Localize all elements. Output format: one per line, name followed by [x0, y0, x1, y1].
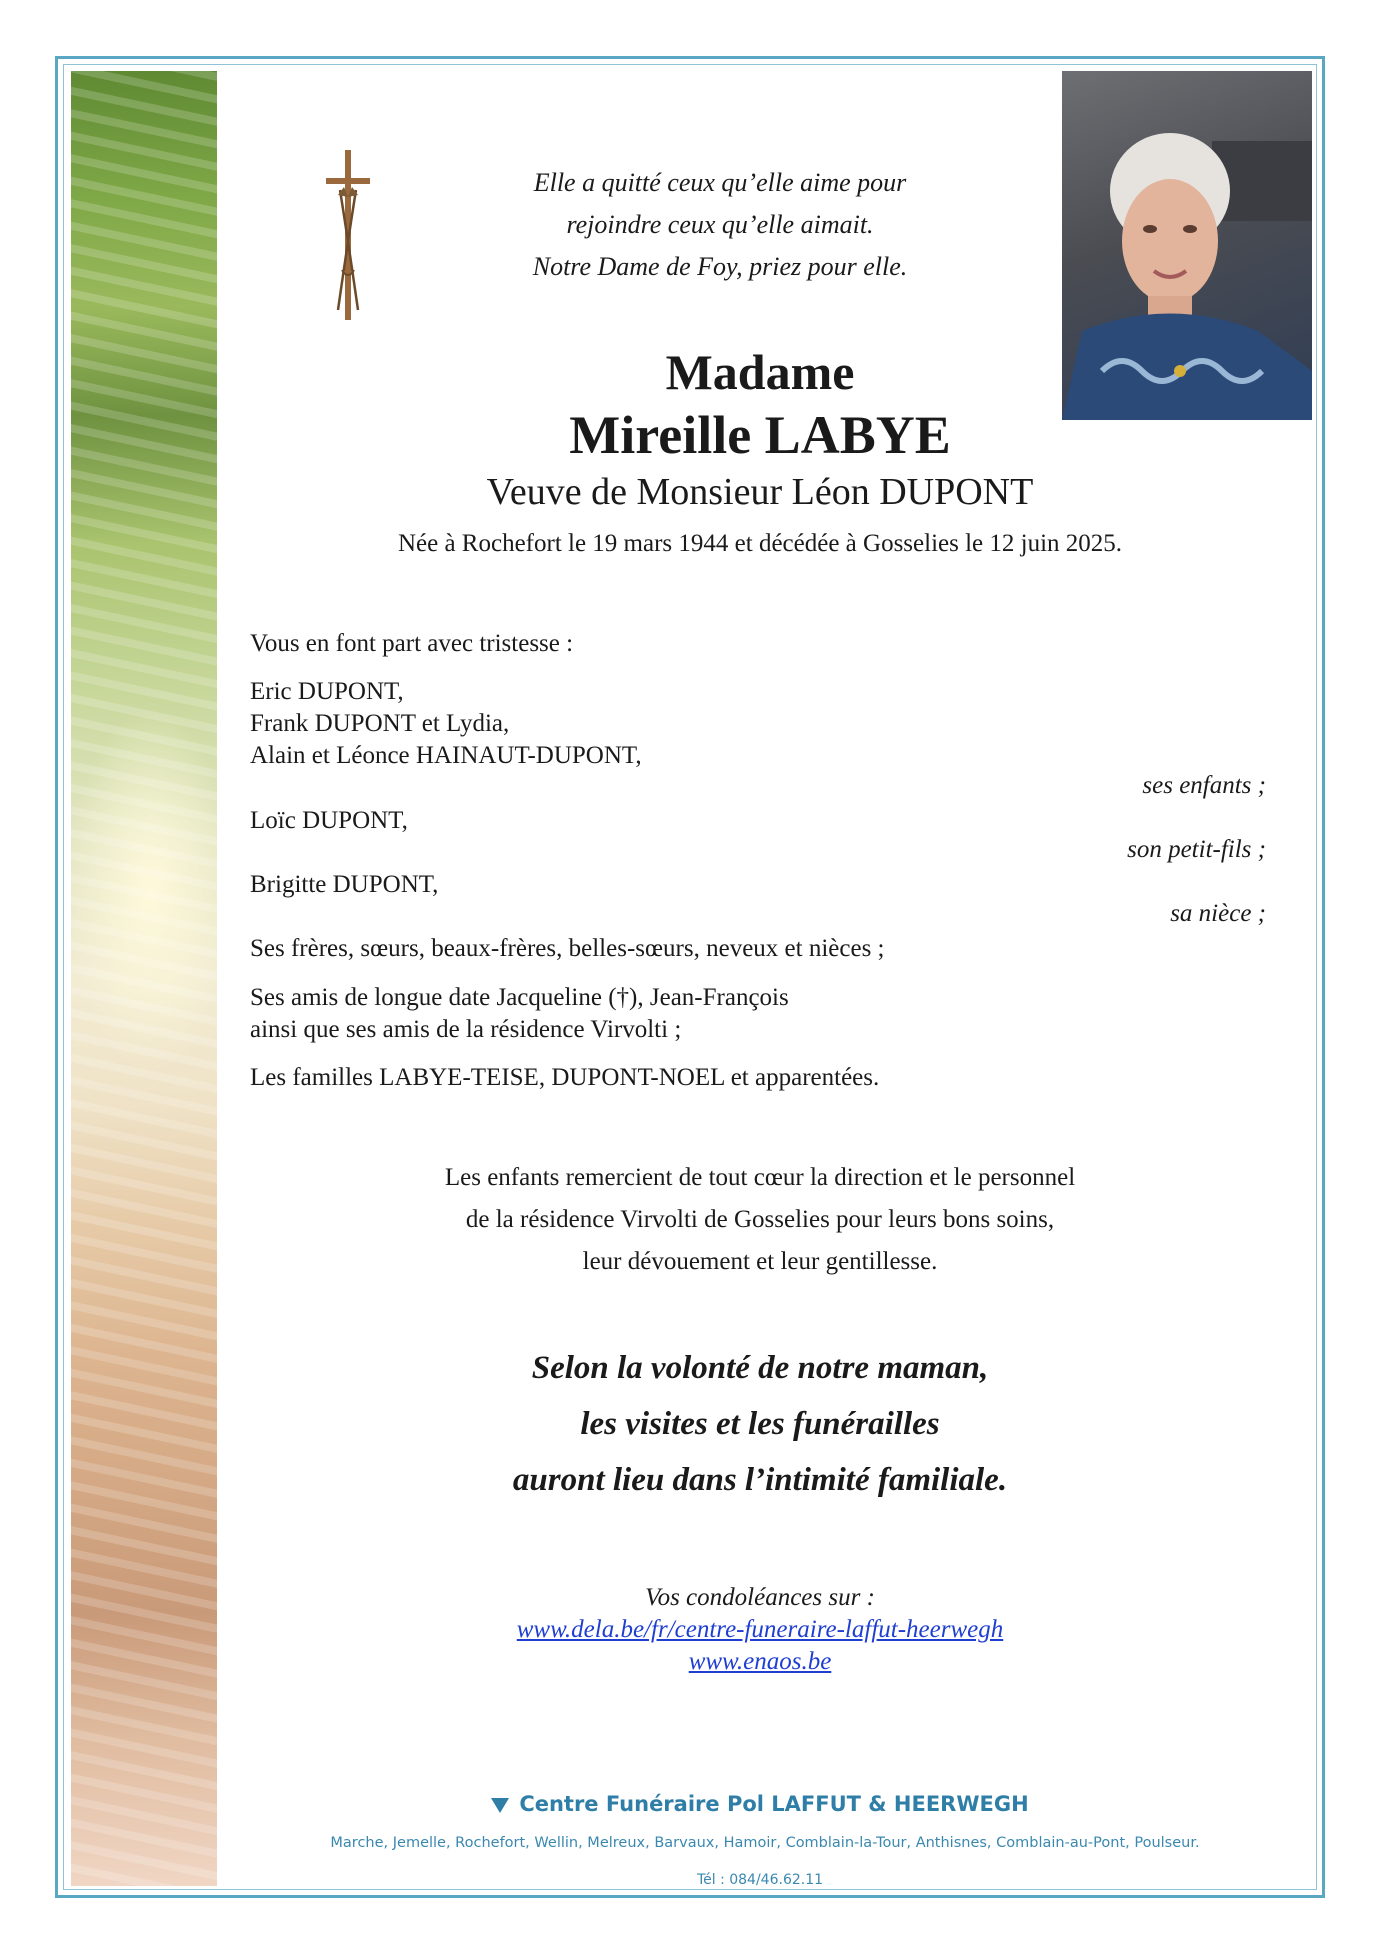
funeral-wish: [350, 1340, 1170, 1508]
quote-line: Notre Dame de Foy, priez pour elle.: [532, 252, 908, 281]
portrait-photo: [1062, 71, 1312, 420]
condolences-link-enaos[interactable]: www.enaos.be: [688, 1648, 832, 1675]
condolences-link-dela[interactable]: www.dela.be/fr/centre-funeraire-laffut-heerwegh: [516, 1616, 1004, 1643]
grandson-name: Loïc DUPONT,: [250, 807, 408, 834]
triangle-down-icon: [491, 1798, 509, 1813]
condolences-label: Vos condoléances sur :: [645, 1584, 875, 1611]
thanks-paragraph: [300, 1157, 1220, 1283]
child-name: Alain et Léonce HAINAUT-DUPONT,: [250, 742, 642, 769]
funeral-home-title: Centre Funéraire Pol LAFFUT & HEERWEGH: [519, 1792, 1029, 1816]
wish-line: auront lieu dans l’intimité familiale.: [512, 1462, 1008, 1498]
forest-path-image: [71, 71, 217, 1886]
announcement-intro: Vous en font part avec tristesse :: [250, 630, 574, 657]
thanks-line: leur dévouement et leur gentillesse.: [582, 1248, 938, 1275]
epitaph-quote: [440, 162, 1000, 288]
siblings-line: Ses frères, sœurs, beaux-frères, belles-sœurs, neveux et nièces ;: [250, 935, 885, 962]
funeral-home-name: [300, 1792, 1220, 1816]
niece-name: Brigitte DUPONT,: [250, 871, 439, 898]
condolences-block: [350, 1582, 1170, 1678]
widow-line: Veuve de Monsieur Léon DUPONT: [486, 471, 1034, 513]
children-list: [250, 676, 642, 772]
friends-block: [250, 982, 789, 1046]
families-line: Les familles LABYE-TEISE, DUPONT-NOEL et apparentées.: [250, 1064, 880, 1091]
funeral-home-phone: Tél : 084/46.62.11: [696, 1872, 824, 1888]
quote-line: Elle a quitté ceux qu’elle aime pour: [533, 168, 907, 197]
cross-icon: [318, 150, 378, 320]
friends-line: ainsi que ses amis de la résidence Virvolti ;: [250, 1016, 682, 1043]
funeral-home-towns: Marche, Jemelle, Rochefort, Wellin, Melreux, Barvaux, Hamoir, Comblain-la-Tour, Anthisnes, Comblain-au-Pont, Poulseur.: [330, 1835, 1200, 1851]
deceased-name: Mireille LABYE: [569, 405, 951, 465]
children-role: ses enfants ;: [1142, 772, 1266, 799]
birth-death-line: Née à Rochefort le 19 mars 1944 et décédée à Gosselies le 12 juin 2025.: [397, 530, 1123, 557]
grandson-role: son petit-fils ;: [1127, 836, 1266, 863]
friends-line: Ses amis de longue date Jacqueline (†), Jean-François: [250, 984, 789, 1011]
child-name: Eric DUPONT,: [250, 678, 404, 705]
wish-line: Selon la volonté de notre maman,: [531, 1350, 989, 1386]
thanks-line: Les enfants remercient de tout cœur la direction et le personnel: [444, 1164, 1076, 1191]
thanks-line: de la résidence Virvolti de Gosselies pour leurs bons soins,: [465, 1206, 1055, 1233]
child-name: Frank DUPONT et Lydia,: [250, 710, 510, 737]
salutation: Madame: [665, 344, 855, 400]
wish-line: les visites et les funérailles: [580, 1406, 940, 1442]
niece-role: sa nièce ;: [1170, 900, 1266, 927]
quote-line: rejoindre ceux qu’elle aimait.: [566, 210, 874, 239]
